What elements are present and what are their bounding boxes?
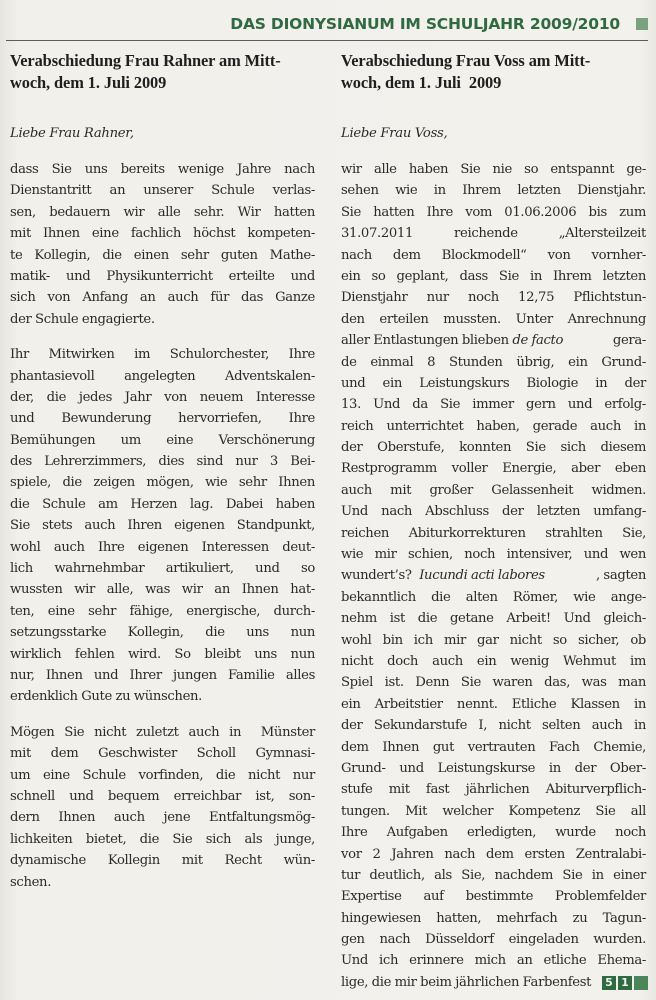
text-line: tur deutlich, als Sie, nachdem Sie in einer xyxy=(341,867,646,883)
text-line: wir alle haben Sie nie so entspannt ge- xyxy=(341,162,646,177)
text-line: nach dem Blockmodell“ von vornher- xyxy=(341,247,646,263)
text-line: tungen. Mit welcher Kompetenz Sie all xyxy=(341,803,646,819)
paragraph xyxy=(10,344,315,708)
text-line: der Sekundarstufe I, nicht selten auch in xyxy=(341,718,646,734)
text-line: matik- und Physikunterricht erteilte und xyxy=(10,268,315,284)
text-segment: gera- xyxy=(609,333,646,349)
text-line: und Bewunderung hervorriefen, Ihre xyxy=(10,411,315,427)
text-line: wirklich fehlen wird. So bleibt uns nun xyxy=(10,646,315,662)
text-line: Mögen Sie nicht zuletzt auch in Münster xyxy=(10,724,315,740)
text-line: spiele, die zeigen mögen, wie sehr Ihnen xyxy=(10,475,315,491)
text-line: nicht doch auch ein wenig Wehmut im xyxy=(341,653,646,669)
text-line: den erteilen mussten. Unter Anrechnung xyxy=(341,311,646,327)
text-line: schen. xyxy=(10,874,52,890)
text-line: schnell und bequem erreichbar ist, son- xyxy=(10,788,315,804)
text-line: reichen Abiturkorrekturen strahlten Sie, xyxy=(341,525,646,541)
text-line: Und ich erinnere mich an etliche Ehema- xyxy=(341,953,646,969)
text-line: Bemühungen um eine Verschönerung xyxy=(10,432,315,448)
article-title xyxy=(10,50,315,94)
text-line: Dienstjahr nur noch 12,75 Pflichtstun- xyxy=(341,290,646,306)
running-header: DAS DIONYSIANUM IM SCHULJAHR 2009/2010 xyxy=(230,15,620,33)
text-line: de einmal 8 Stunden übrig, ein Grund- xyxy=(341,354,646,370)
text-line xyxy=(341,565,646,586)
text-line: mit dem Geschwister Scholl Gymnasi- xyxy=(10,746,315,762)
page-number-marker xyxy=(634,976,648,990)
text-line: stufe mit fast jährlichen Abiturverpflich- xyxy=(341,782,646,798)
text-line: ein Arbeitstier nennt. Etliche Klassen in xyxy=(341,696,646,712)
title-line: Verabschiedung Frau Rahner am Mitt- xyxy=(10,51,281,70)
text-line: wussten wir alle, was wir an Ihnen hat- xyxy=(10,582,315,598)
text-line: sehen wie in Ihrem letzten Dienstjahr. xyxy=(341,183,646,199)
text-line: 31.07.2011 reichende „Altersteilzeit xyxy=(341,226,646,242)
text-line: bekanntlich die alten Römer, wie ange- xyxy=(341,589,646,605)
text-line: dem Ihnen gut vertrauten Fach Chemie, xyxy=(341,739,646,755)
page-number xyxy=(602,976,648,990)
text-line: Und nach Abschluss der letzten umfang- xyxy=(341,504,646,520)
text-line: der Schule engagierte. xyxy=(10,311,155,327)
italic-phrase: de facto xyxy=(512,333,564,349)
title-line: woch, dem 1. Juli 2009 xyxy=(10,73,167,92)
text-line: die Schule am Herzen lag. Dabei haben xyxy=(10,496,315,512)
page-number-digit: 1 xyxy=(618,976,632,990)
text-line: hingewiesen hatten, mehrfach zu Tagun- xyxy=(341,910,646,926)
text-segment: aller Entlastungen blieben xyxy=(341,333,513,349)
title-line: woch, dem 1. Juli 2009 xyxy=(341,73,502,92)
text-line: um eine Schule vorfinden, die nicht nur xyxy=(10,767,315,783)
text-line: Ihr Mitwirken im Schulorchester, Ihre xyxy=(10,347,315,363)
text-line: dass Sie uns bereits wenige Jahre nach xyxy=(10,162,315,177)
text-line: ein so geplant, dass Sie in Ihrem letzten xyxy=(341,268,646,284)
text-line: vor 2 Jahren nach dem ersten Zentralabi- xyxy=(341,846,646,862)
text-line: erdenklich Gute zu wünschen. xyxy=(10,689,203,705)
header-rule xyxy=(6,40,648,41)
text-line: Grund- und Leistungskurse in der Ober- xyxy=(341,760,646,776)
text-line xyxy=(341,330,646,351)
text-line: des Lehrerzimmers, dies sind nur 3 Bei- xyxy=(10,454,315,470)
text-line: sen, bedauern wir alle sehr. Wir hatten xyxy=(10,204,315,220)
text-segment: wundert’s? xyxy=(341,568,416,584)
article-title xyxy=(341,50,646,94)
text-line: Ihre Aufgaben erledigten, wurde noch xyxy=(341,825,646,841)
article-voss xyxy=(341,50,646,993)
text-line: Dienstantritt an unserer Schule verlas- xyxy=(10,183,315,199)
text-line: reich unterrichtet haben, gerade auch in xyxy=(341,418,646,434)
text-line: Restprogramm voller Energie, aber eben xyxy=(341,461,646,477)
text-line: nehm ist die getane Arbeit! Und gleich- xyxy=(341,611,646,627)
text-line: wohl bin ich mir gar nicht so sicher, ob xyxy=(341,632,646,648)
title-line: Verabschiedung Frau Voss am Mitt- xyxy=(341,51,591,70)
text-line: lige, die mir beim jährlichen Farbenfest xyxy=(341,974,592,990)
text-line: ten, eine sehr fähige, energische, durch- xyxy=(10,603,315,619)
header-square-marker xyxy=(636,18,648,30)
text-line: lich wahrnehmbar artikuliert, und so xyxy=(10,561,315,577)
text-line: Spiel ist. Denn Sie waren das, was man xyxy=(341,675,646,691)
text-line: Expertise auf bestimmte Problemfelder xyxy=(341,889,646,905)
text-line: wie mir schien, noch intensiver, und wen xyxy=(341,547,646,563)
text-line: nur, Ihnen und Ihrer jungen Familie alles xyxy=(10,667,315,683)
salutation: Liebe Frau Voss, xyxy=(341,126,448,141)
text-line: Sie hatten Ihre vom 01.06.2006 bis zum xyxy=(341,204,646,220)
text-line: auch mit großer Gelassenheit widmen. xyxy=(341,482,646,498)
text-line: Sie stets auch Ihren eigenen Standpunkt, xyxy=(10,518,315,534)
text-segment: , sagten xyxy=(596,568,646,584)
paragraph xyxy=(10,722,315,893)
text-line: mit Ihnen eine fachlich höchst kompeten- xyxy=(10,226,315,242)
text-line: te Kollegin, die einen sehr guten Mathe- xyxy=(10,247,315,263)
text-line: phantasievoll angelegten Adventskalen- xyxy=(10,368,315,384)
paragraph xyxy=(341,159,646,993)
page-number-digit: 5 xyxy=(602,976,616,990)
text-line: setzungsstarke Kollegin, die uns nun xyxy=(10,625,315,641)
text-line: lichkeiten bietet, die Sie sich als junge, xyxy=(10,831,315,847)
text-line: wohl auch Ihre eigenen Interessen deut- xyxy=(10,539,315,555)
article-rahner xyxy=(10,50,315,893)
italic-phrase: Iucundi acti labores xyxy=(419,568,545,584)
text-line: und ein Leistungskurs Biologie in der xyxy=(341,375,646,391)
text-line: 13. Und da Sie immer gern und erfolg- xyxy=(341,397,646,413)
text-line: dynamische Kollegin mit Recht wün- xyxy=(10,853,315,869)
text-line: sich von Anfang an auch für das Ganze xyxy=(10,290,315,306)
text-line: der, die jedes Jahr von neuem Interesse xyxy=(10,389,315,405)
text-line: dern Ihnen auch jene Entfaltungsmög- xyxy=(10,810,315,826)
salutation: Liebe Frau Rahner, xyxy=(10,126,134,141)
text-line: gen nach Düsseldorf eingeladen wurden. xyxy=(341,932,646,948)
text-line: der Oberstufe, konnten Sie sich diesem xyxy=(341,440,646,456)
paragraph xyxy=(10,159,315,330)
